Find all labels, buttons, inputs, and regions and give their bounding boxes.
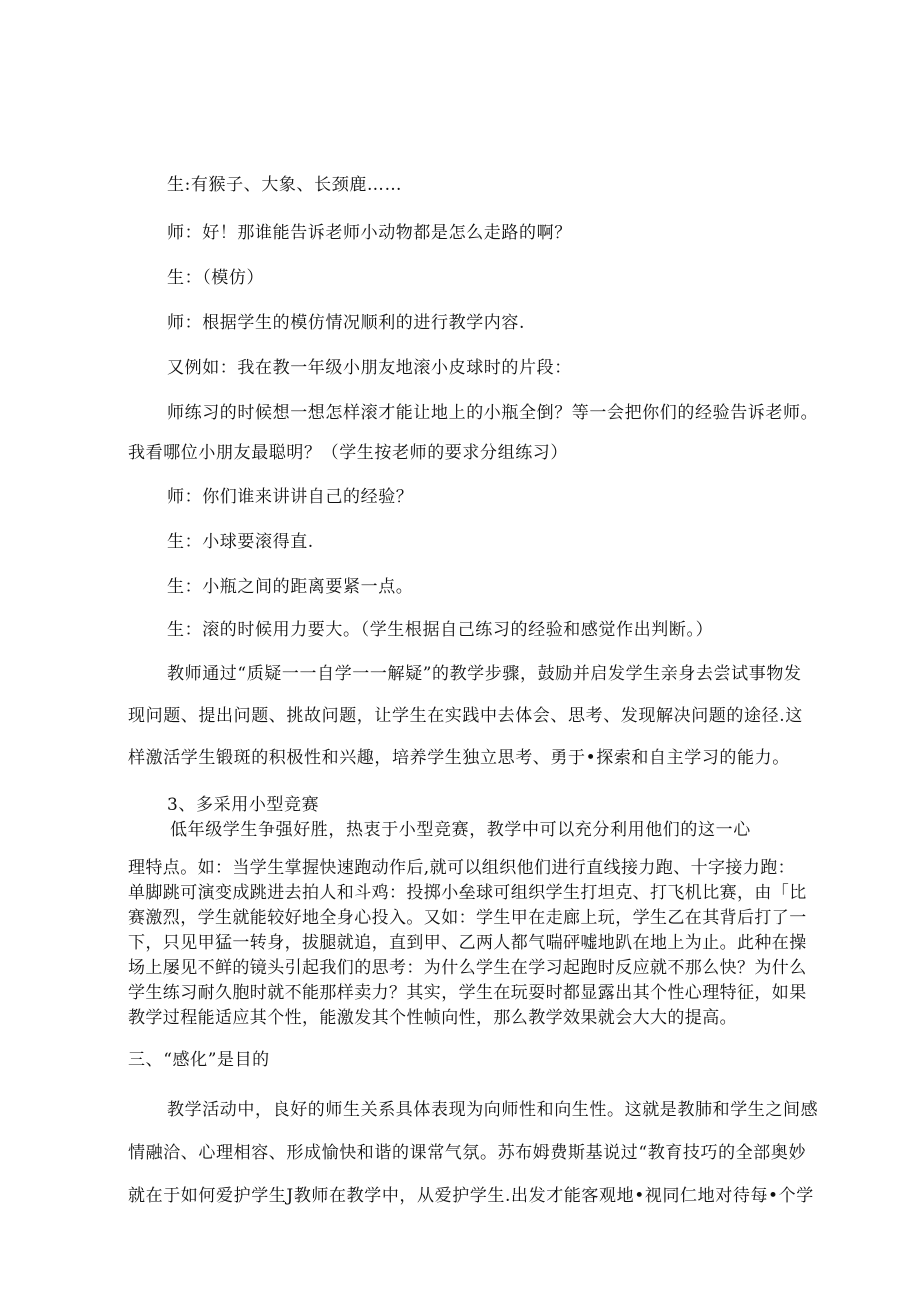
dialogue-line: 生：（模仿） bbox=[167, 268, 265, 288]
paragraph-line: 情融洽、心理相容、形成愉快和谐的课常气氛。苏布姆费斯基说过“教育技巧的全部奥妙 bbox=[128, 1143, 807, 1163]
paragraph-line: 又例如：我在教一年级小朋友地滚小皮球时的片段： bbox=[167, 358, 572, 378]
section-heading: 3、多采用小型竞赛 bbox=[167, 795, 320, 815]
dialogue-line: 生：小瓶之间的距离要紧一点。 bbox=[167, 577, 414, 597]
dialogue-line: 师：根据学生的模仿情况顺利的进行教学内容. bbox=[167, 313, 526, 333]
dialogue-line: 师：好！那谁能告诉老师小动物都是怎么走路的啊？ bbox=[167, 223, 572, 243]
dialogue-line: 师：你们谁来讲讲自己的经验？ bbox=[167, 487, 414, 507]
paragraph-line: 赛激烈，学生就能较好地全身心投入。又如：学生甲在走廊上玩，学生乙在其背后打了一 bbox=[128, 908, 807, 928]
paragraph-line: 单脚跳可演变成跳进去拍人和斗鸡：投掷小垒球可组织学生打坦克、打飞机比赛，由「比 bbox=[128, 883, 807, 903]
paragraph-line: 教学活动中，良好的师生关系具体表现为向师性和向生性。这就是教肺和学生之间感 bbox=[167, 1100, 819, 1120]
dialogue-line: 我看哪位小朋友最聪明？（学生按老师的要求分组练习） bbox=[128, 443, 568, 463]
paragraph-line: 场上屡见不鲜的镜头引起我们的思考：为什么学生在学习起跑时反应就不那么快？为什么 bbox=[128, 958, 807, 978]
dialogue-line: 师练习的时候想一想怎样滚才能让地上的小瓶全倒？等一会把你们的经验告诉老师。 bbox=[167, 403, 819, 423]
section-heading: 三、“感化”是目的 bbox=[128, 1050, 270, 1070]
dialogue-line: 生:有猴子、大象、长颈鹿…… bbox=[167, 175, 403, 195]
paragraph-line: 学生练习耐久胞时就不能那样卖力？其实，学生在玩耍时都显露出其个性心理特征，如果 bbox=[128, 983, 807, 1003]
dialogue-line: 生：滚的时候用力要大。（学生根据自己练习的经验和感觉作出判断。） bbox=[167, 620, 714, 640]
paragraph-line: 下，只见甲猛一转身，拔腿就追，直到甲、乙两人都气喘砰嘘地趴在地上为止。此种在操 bbox=[128, 933, 807, 953]
dialogue-line: 生：小球要滚得直. bbox=[167, 532, 314, 552]
paragraph-line: 样激活学生锻斑的积极性和兴趣，培养学生独立思考、勇于•探索和自主学习的能力。 bbox=[128, 748, 790, 768]
paragraph-line: 现问题、提出问题、挑故问题，让学生在实践中去体会、思考、发现解决问题的途径.这 bbox=[128, 706, 803, 726]
paragraph-line: 教学过程能适应其个性，能激发其个性帧向性，那么教学效果就会大大的提高。 bbox=[128, 1008, 737, 1028]
paragraph-line: 就在于如何爱护学生J教师在教学中，从爱护学生.出发才能客观地•视同仁地对待每•个学 bbox=[128, 1186, 814, 1206]
paragraph-line: 低年级学生争强好胜，热衷于小型竞赛，教学中可以充分利用他们的这一心 bbox=[170, 820, 751, 840]
paragraph-line: 理特点。如：当学生掌握快速跑动作后,就可以组织他们进行直线接力跑、十字接力跑： bbox=[128, 858, 796, 878]
paragraph-line: 教师通过“质疑一一自学一一解疑”的教学步骤，鼓励并启发学生亲身去尝试事物发 bbox=[167, 664, 802, 684]
